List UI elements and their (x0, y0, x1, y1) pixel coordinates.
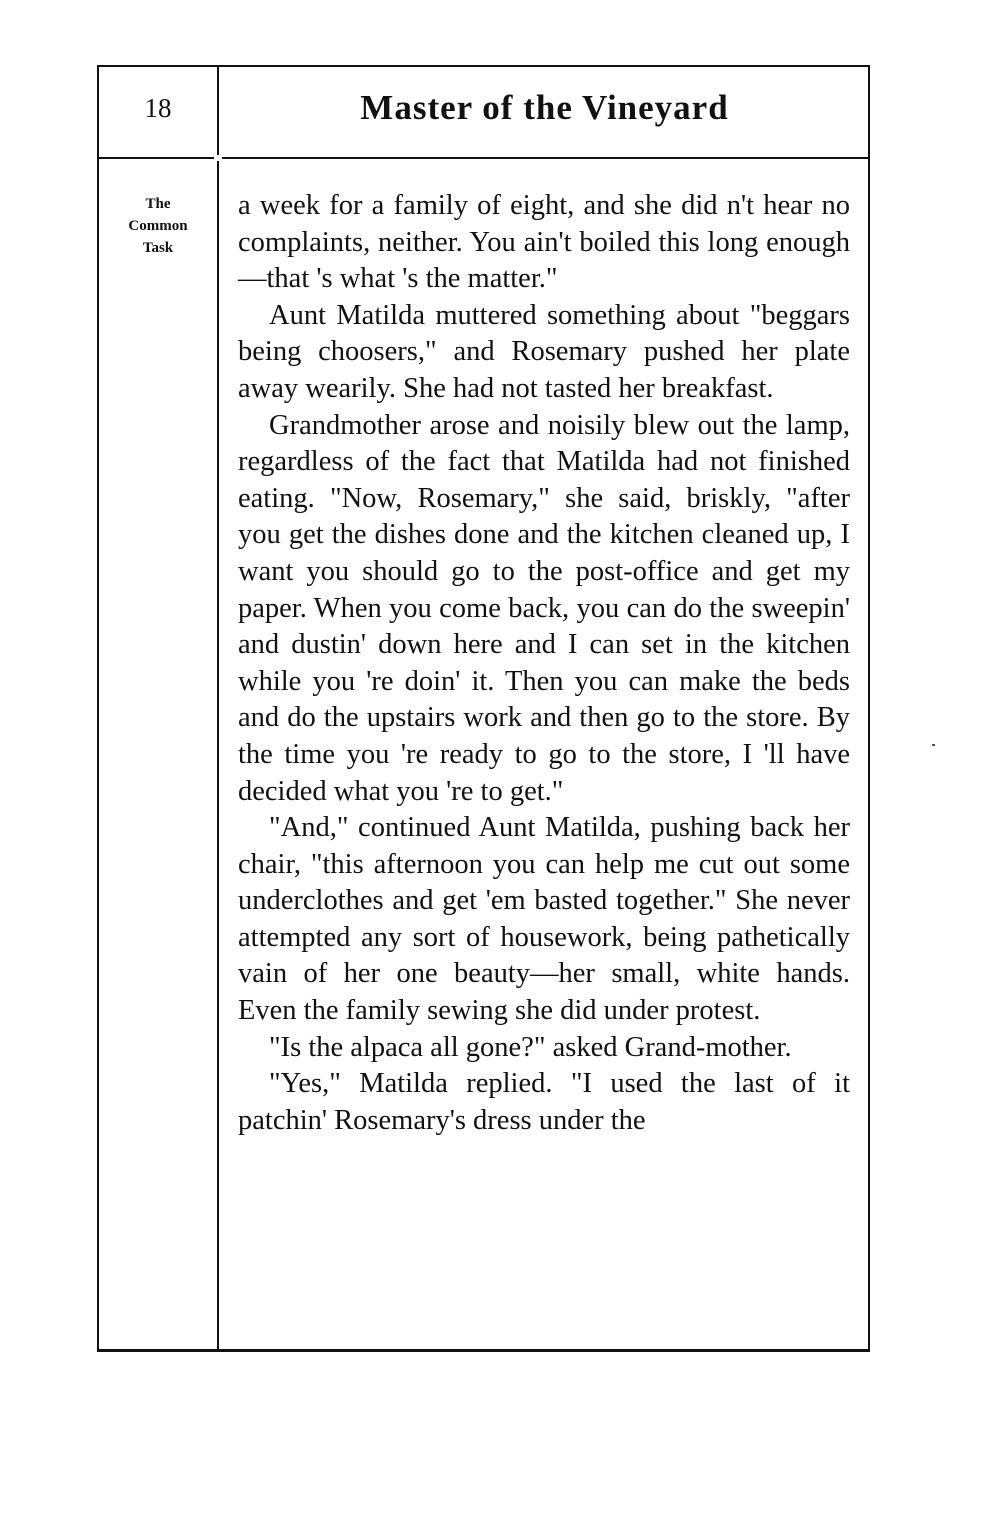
paragraph: "Is the alpaca all gone?" asked Grand-mother. (269, 1031, 792, 1063)
margin-note-line: The (145, 196, 171, 212)
paragraph: a week for a family of eight, and she did n't hear no complaints, neither. You ain't boiled this long enough—that 's what 's the matter." (238, 190, 850, 295)
paragraph: "Yes," Matilda replied. "I used the last of it patchin' Rosemary's dress under the (238, 1068, 850, 1136)
body-text (238, 188, 850, 1139)
margin-note (99, 193, 217, 259)
header-rule-gap (214, 155, 222, 161)
running-title: Master of the Vineyard (360, 88, 729, 127)
paragraph: "And," continued Aunt Matilda, pushing back her chair, "this afternoon you can help me cut out some underclothes and get 'em basted together." She never attempted any sort of housework, being pathetically vain of her one beauty—her small, white hands. Even the family sewing she did under protest. (238, 812, 850, 1027)
column-divider (217, 65, 219, 1350)
scan-speck (932, 744, 935, 746)
margin-note-line: Task (142, 240, 174, 256)
page-number: 18 (144, 93, 172, 123)
paragraph: Aunt Matilda muttered something about "beggars being choosers," and Rosemary pushed her plate away wearily. She had not tasted her breakfast. (238, 299, 850, 404)
header-rule (97, 157, 870, 159)
margin-note-line: Common (128, 218, 188, 234)
paragraph: Grandmother arose and noisily blew out the lamp, regardless of the fact that Matilda had not finished eating. "Now, Rosemary," she said, briskly, "after you get the dishes done and the kitchen cleaned up, I want you should go to the post-office and get my paper. When you come back, you can do the sweepin' and dustin' down here and I can set in the kitchen while you 're doin' it. Then you can make the beds and do the upstairs work and then go to the store. By the time you 're ready to go to the store, I 'll have decided what you 're to get." (238, 409, 850, 807)
